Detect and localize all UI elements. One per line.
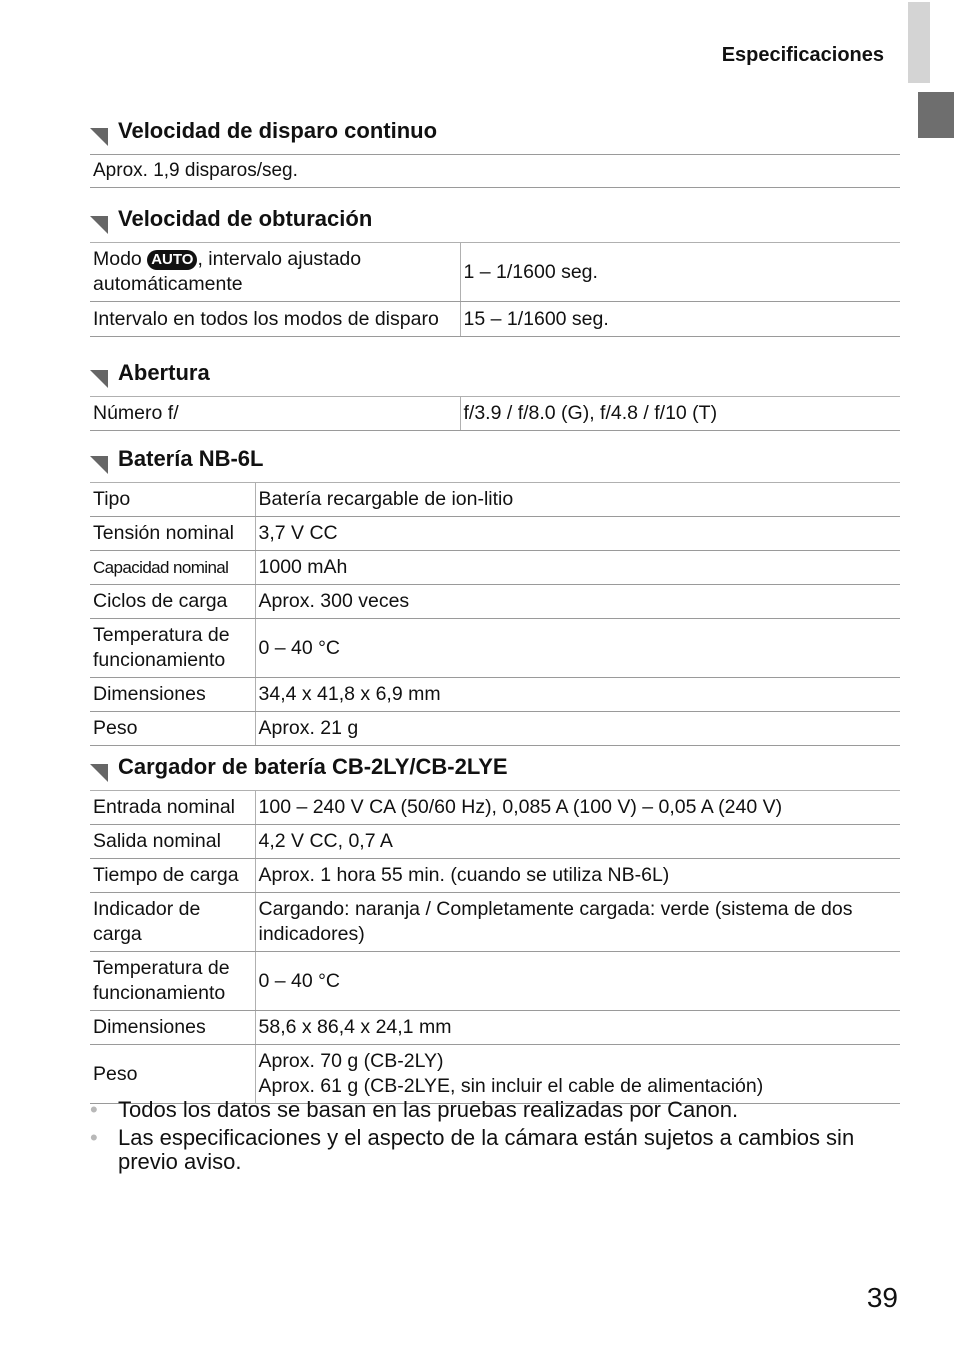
spec-key: Tipo bbox=[90, 483, 255, 517]
section-battery bbox=[90, 442, 900, 746]
spec-key: Salida nominal bbox=[90, 825, 255, 859]
spec-value: Cargando: naranja / Completamente cargada: verde (sistema de dos indicadores) bbox=[255, 893, 900, 952]
table-row bbox=[90, 243, 900, 302]
triangle-marker-icon bbox=[90, 128, 108, 146]
spec-value: Aprox. 1,9 disparos/seg. bbox=[90, 154, 900, 188]
spec-key: Temperatura de funcionamiento bbox=[90, 619, 255, 678]
running-head: Especificaciones bbox=[721, 44, 884, 66]
table-row bbox=[90, 712, 900, 746]
table-row bbox=[90, 1011, 900, 1045]
table-row bbox=[90, 893, 900, 952]
section-title: Velocidad de obturación bbox=[118, 206, 373, 231]
section-heading bbox=[90, 442, 900, 482]
spec-value: 1 – 1/1600 seg. bbox=[460, 243, 900, 302]
spec-value: Aprox. 300 veces bbox=[255, 585, 900, 619]
spec-value: Aprox. 21 g bbox=[255, 712, 900, 746]
spec-key: Entrada nominal bbox=[90, 791, 255, 825]
spec-key: Indicador de carga bbox=[90, 893, 255, 952]
table-row bbox=[90, 483, 900, 517]
spec-key: Ciclos de carga bbox=[90, 585, 255, 619]
table-row bbox=[90, 952, 900, 1011]
section-heading bbox=[90, 750, 900, 790]
table-row bbox=[90, 678, 900, 712]
triangle-marker-icon bbox=[90, 216, 108, 234]
spec-value: 58,6 x 86,4 x 24,1 mm bbox=[255, 1011, 900, 1045]
spec-value: f/3.9 / f/8.0 (G), f/4.8 / f/10 (T) bbox=[460, 397, 900, 431]
table-row bbox=[90, 585, 900, 619]
spec-value: Aprox. 1 hora 55 min. (cuando se utiliza NB-6L) bbox=[255, 859, 900, 893]
table-row bbox=[90, 859, 900, 893]
spec-key: Peso bbox=[90, 1045, 255, 1104]
triangle-marker-icon bbox=[90, 370, 108, 388]
section-heading bbox=[90, 202, 900, 242]
spec-key: Dimensiones bbox=[90, 1011, 255, 1045]
bullet-icon: • bbox=[90, 1097, 98, 1122]
section-title: Cargador de batería CB-2LY/CB-2LYE bbox=[118, 754, 508, 779]
spec-key: Número f/ bbox=[90, 397, 460, 431]
spec-table bbox=[90, 396, 900, 431]
table-row bbox=[90, 302, 900, 337]
auto-mode-icon: AUTO bbox=[147, 250, 197, 270]
spec-value: 0 – 40 °C bbox=[255, 619, 900, 678]
bullet-icon: • bbox=[90, 1125, 98, 1150]
spec-key: Tiempo de carga bbox=[90, 859, 255, 893]
spec-value: 15 – 1/1600 seg. bbox=[460, 302, 900, 337]
spec-value: Aprox. 70 g (CB-2LY) Aprox. 61 g (CB-2LYE, sin incluir el cable de alimentación) bbox=[255, 1045, 900, 1104]
spec-key: Dimensiones bbox=[90, 678, 255, 712]
list-item: • Todos los datos se basan en las pruebas realizadas por Canon. bbox=[90, 1097, 739, 1122]
spec-table bbox=[90, 242, 900, 337]
table-row bbox=[90, 791, 900, 825]
notes-list bbox=[90, 1098, 900, 1178]
spec-value: 4,2 V CC, 0,7 A bbox=[255, 825, 900, 859]
section-title: Velocidad de disparo continuo bbox=[118, 118, 438, 143]
section-charger bbox=[90, 750, 900, 1104]
section-title: Batería NB-6L bbox=[118, 446, 264, 471]
table-row bbox=[90, 1045, 900, 1104]
list-item: • Las especificaciones y el aspecto de la cámara están sujetos a cambios sin previo aviso. bbox=[90, 1125, 855, 1174]
spec-value: 0 – 40 °C bbox=[255, 952, 900, 1011]
spec-key: Tensión nominal bbox=[90, 517, 255, 551]
triangle-marker-icon bbox=[90, 456, 108, 474]
spec-value: 1000 mAh bbox=[255, 551, 900, 585]
section-heading bbox=[90, 356, 900, 396]
spec-table bbox=[90, 482, 900, 746]
spec-key: Modo AUTO , intervalo ajustado automáticamente bbox=[90, 243, 460, 302]
spec-table bbox=[90, 790, 900, 1104]
page-number: 39 bbox=[866, 1282, 898, 1313]
spec-key: Capacidad nominal bbox=[90, 551, 255, 585]
spec-key: Intervalo en todos los modos de disparo bbox=[90, 302, 460, 337]
table-row bbox=[90, 825, 900, 859]
section-title: Abertura bbox=[118, 360, 210, 385]
spec-value: 3,7 V CC bbox=[255, 517, 900, 551]
table-row bbox=[90, 551, 900, 585]
spec-key: Peso bbox=[90, 712, 255, 746]
section-heading bbox=[90, 114, 900, 154]
spec-value: 100 – 240 V CA (50/60 Hz), 0,085 A (100 V) – 0,05 A (240 V) bbox=[255, 791, 900, 825]
table-row bbox=[90, 619, 900, 678]
section-continuous-shooting bbox=[90, 114, 900, 188]
spec-value: 34,4 x 41,8 x 6,9 mm bbox=[255, 678, 900, 712]
table-row bbox=[90, 397, 900, 431]
triangle-marker-icon bbox=[90, 764, 108, 782]
section-shutter-speed bbox=[90, 202, 900, 337]
section-aperture bbox=[90, 356, 900, 431]
spec-value: Batería recargable de ion-litio bbox=[255, 483, 900, 517]
chapter-tab-light bbox=[908, 2, 930, 83]
table-row bbox=[90, 517, 900, 551]
chapter-tab-dark bbox=[918, 92, 954, 138]
spec-key: Temperatura de funcionamiento bbox=[90, 952, 255, 1011]
